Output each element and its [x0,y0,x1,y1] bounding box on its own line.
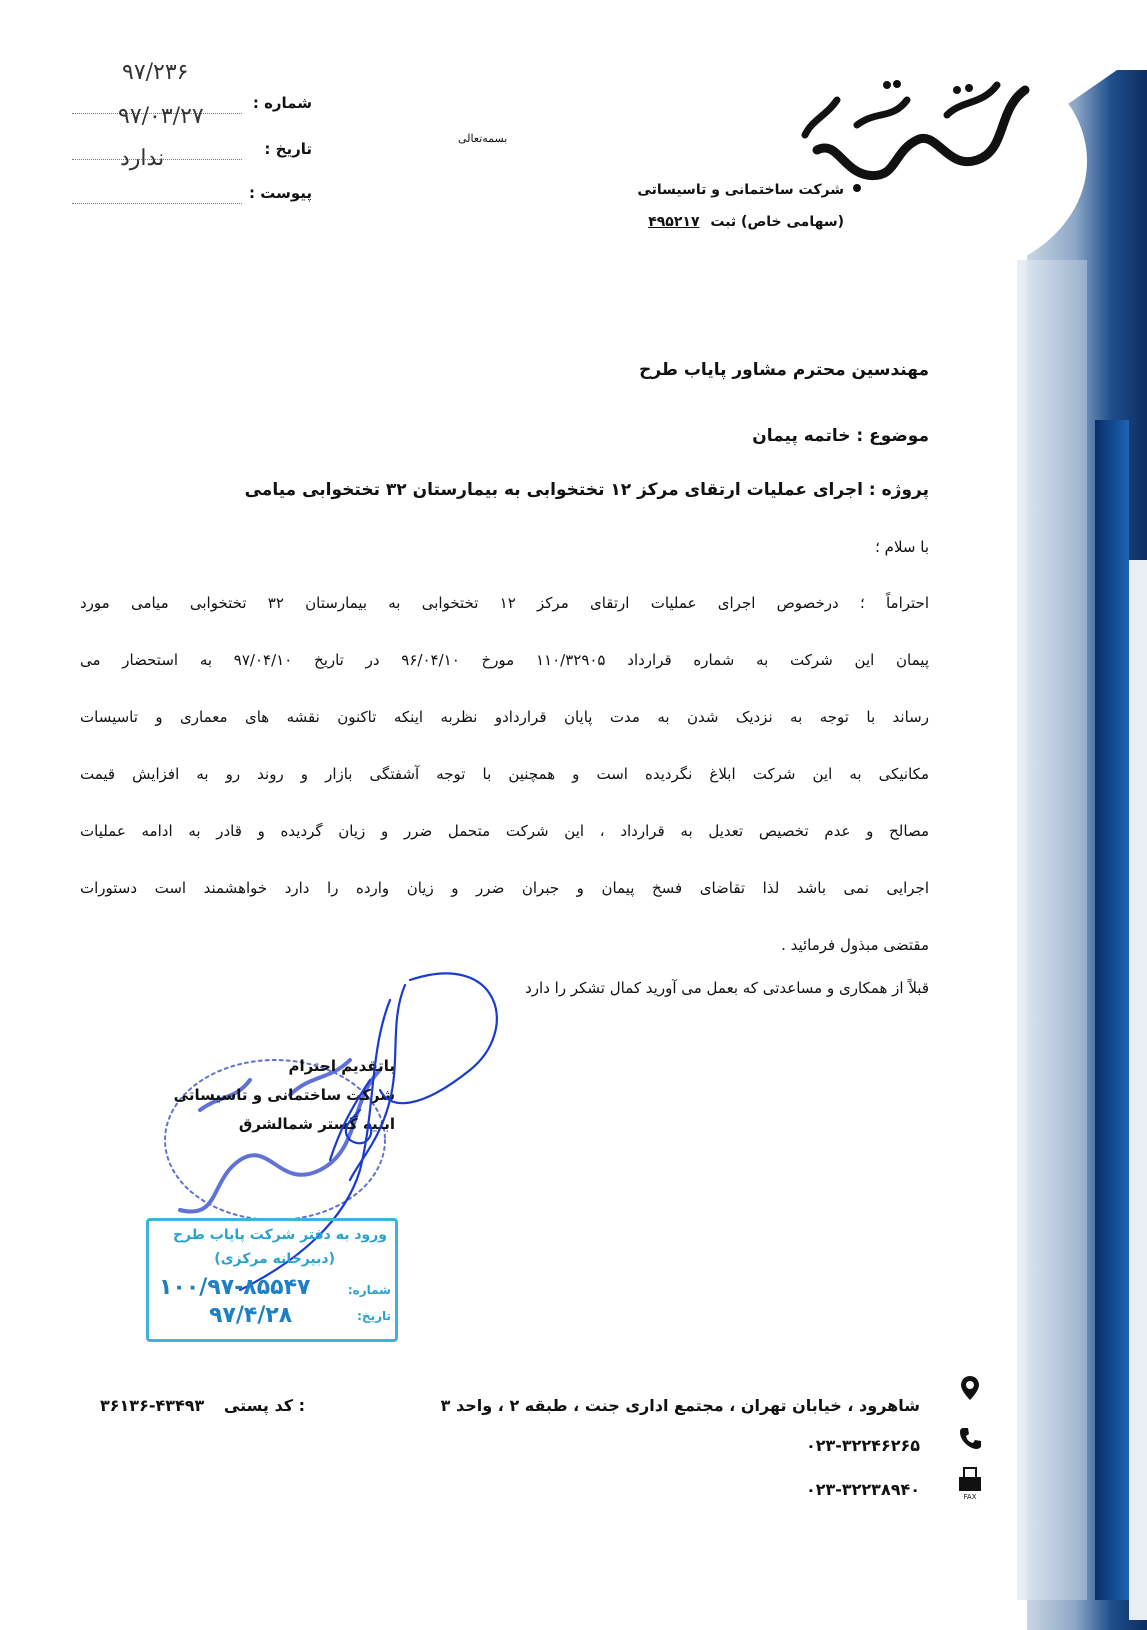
signoff-line: باتقدیم احترام [288,1057,395,1075]
postal-label: کد پستی : [223,1396,305,1415]
date-value: ۹۷/۰۳/۲۷ [118,104,204,129]
date-label: تاریخ : [264,140,312,158]
footer-phone: ۰۲۳-۳۲۲۴۶۲۶۵ [805,1436,920,1455]
basmala: بسمه‌تعالی [458,132,508,145]
postal-code: ۳۶۱۳۶-۴۳۴۹۳ [100,1396,205,1415]
stamp-subtitle: (دبیرخانه مرکزی) [214,1251,335,1267]
attachment-field [72,184,312,206]
date-field [72,140,312,162]
subject: موضوع : خاتمه پیمان [752,426,929,446]
decorative-stripe [1095,420,1129,1600]
decorative-stripe [1017,260,1087,1600]
number-value: ۹۷/۲۳۶ [122,60,189,85]
stamp-date-label: تاریخ: [357,1309,391,1323]
attachment-label: پیوست : [248,184,312,202]
footer-fax: ۰۲۳-۳۲۲۳۸۹۴۰ [805,1480,920,1499]
body-line: اجرایی نمی باشد لذا تقاضای فسخ پیمان و جبران ضرر و زیان وارده را دارد خواهشمند است دستورات [80,879,929,897]
body-line: رساند با توجه به نزدیک شدن به مدت پایان قراردادو نظربه اینکه تاکنون نقشه های معماری و تاسیسات [80,708,929,726]
body-line: پیمان این شرکت به شماره قرارداد ۱۱۰/۳۲۹۰۵ مورخ ۹۶/۰۴/۱۰ در تاریخ ۹۷/۰۴/۱۰ به استحضار می [80,651,929,669]
map-pin-icon [956,1374,984,1402]
number-label: شماره : [252,94,312,112]
registration-number: ۴۹۵۲۱۷ [648,214,700,230]
letter-body [80,588,929,987]
footer-address: شاهرود ، خیابان تهران ، مجتمع اداری جنت ، طبقه ۲ ، واحد ۳ [440,1396,920,1415]
company-logo [797,70,1037,200]
fax-icon [956,1466,984,1500]
body-line: مکانیکی به این شرکت ابلاغ نگردیده است و همچنین با توجه آشفتگی بازار و روند رو به افزایش قیمت [80,765,929,783]
signoff-line: ابنیه گستر شمالشرق [238,1115,395,1133]
attachment-value: ندارد [120,146,165,171]
attachment-dots [72,203,242,204]
signoff-line: شرکت ساختمانی و تاسیساتی [173,1086,395,1104]
body-line: احتراماً ؛ درخصوص اجرای عملیات ارتقای مرکز ۱۲ تختخوابی به بیمارستان ۳۲ تختخوابی میامی مورد [80,594,929,612]
company-line: شرکت ساختمانی و تاسیساتی [637,182,844,198]
greeting: با سلام ؛ [875,538,929,556]
registration-label: (سهامی خاص) ثبت [710,214,844,230]
registration-line [648,214,844,230]
stamp-number-value: ۱۰۰/۹۷-۸۵۵۴۷ [159,1275,311,1300]
stamp-number-label: شماره: [347,1283,391,1297]
body-line: مصالح و عدم تخصیص تعدیل به قرارداد ، این شرکت متحمل ضرر و زیان گردیده و قادر به ادامه عملیات [80,822,929,840]
fax-icon-label: FAX [963,1493,977,1500]
decorative-stripe [1129,560,1147,1620]
stamp-date-value: ۹۷/۴/۲۸ [209,1303,293,1328]
closing-line: قبلاً از همکاری و مساعدتی که بعمل می آورید کمال تشکر را دارد [525,979,929,997]
footer-postal [100,1396,305,1415]
body-line: مقتضی مبذول فرمائید . [781,936,929,954]
reception-stamp [146,1218,398,1342]
project-title: پروژه : اجرای عملیات ارتقای مرکز ۱۲ تختخوابی به بیمارستان ۳۲ تختخوابی میامی [244,480,929,500]
recipient: مهندسین محترم مشاور پایاب طرح [639,360,929,380]
stamp-title: ورود به دفتر شرکت پایاب طرح [172,1227,387,1243]
phone-icon [956,1424,984,1452]
